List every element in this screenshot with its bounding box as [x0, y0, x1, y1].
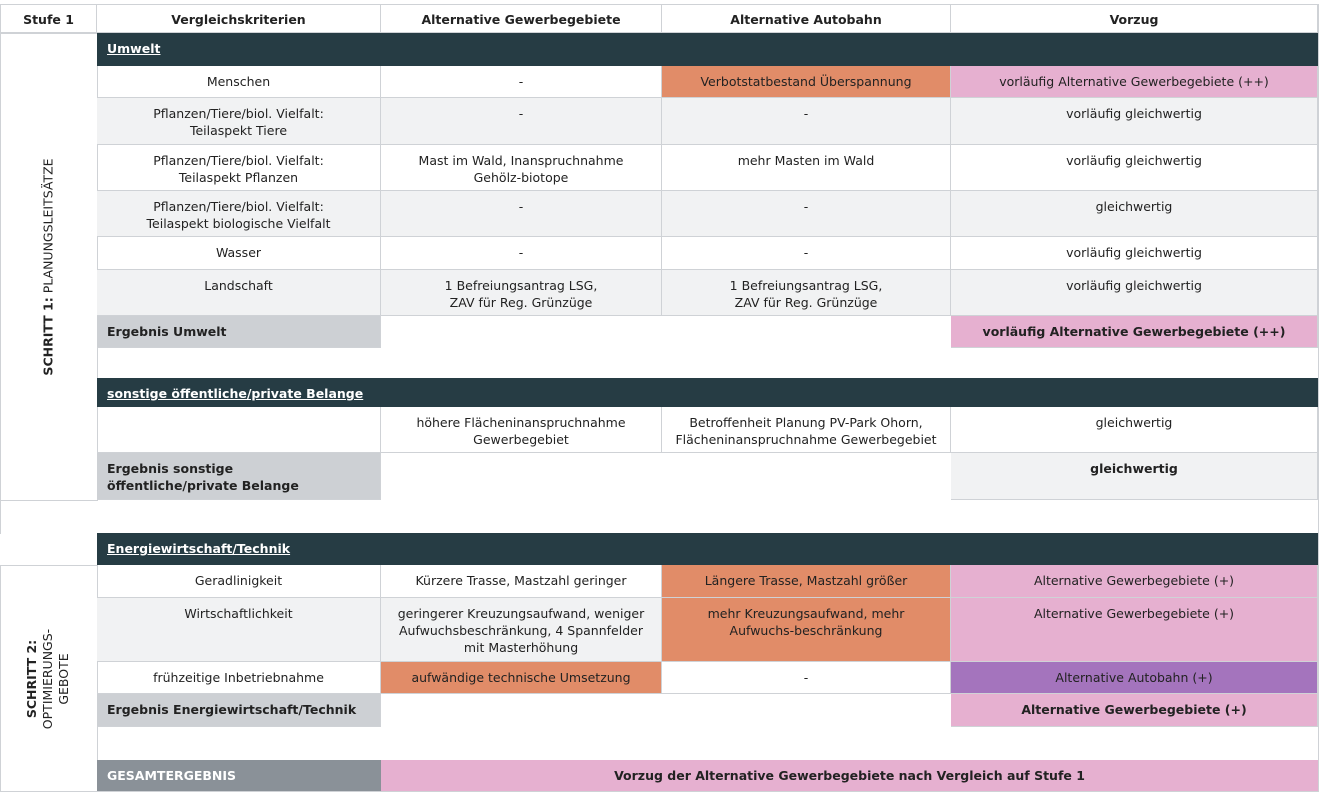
gap-frame — [0, 500, 1319, 534]
header-alternative-autobahn: Alternative Autobahn — [662, 4, 951, 33]
energie-row-geradlinigkeit-autobahn: Längere Trasse, Mastzahl größer — [662, 565, 951, 598]
umwelt-row-wasser-kriterium: Wasser — [97, 237, 381, 270]
energie-result-label: Ergebnis Energiewirtschaft/Technik — [97, 694, 381, 727]
sonstige-row-vorzug: gleichwertig — [951, 407, 1318, 453]
section-title-umwelt: Umwelt — [97, 33, 381, 66]
sonstige-row-gewerbe: höhere Flächeninanspruchnahme Gewerbegebiet — [381, 407, 662, 453]
sonstige-row-autobahn: Betroffenheit Planung PV-Park Ohorn, Flächeninanspruchnahme Gewerbegebiet — [662, 407, 951, 453]
energie-row-geradlinigkeit-kriterium: Geradlinigkeit — [97, 565, 381, 598]
section-bar-energie — [381, 533, 1318, 565]
step2-label-bold: SCHRITT 2: — [24, 639, 40, 718]
section-title-energie: Energiewirtschaft/Technik — [97, 533, 381, 565]
umwelt-row-menschen-gewerbe: - — [381, 66, 662, 98]
sonstige-row-kriterium — [97, 407, 381, 453]
energie-row-wirtschaftlichkeit-gewerbe: geringerer Kreuzungsaufwand, weniger Aufwuchsbeschränkung, 4 Spannfelder mit Masterhöhung — [381, 598, 662, 662]
umwelt-row-landschaft-gewerbe: 1 Befreiungsantrag LSG, ZAV für Reg. Grünzüge — [381, 270, 662, 316]
energie-row-inbetriebnahme-vorzug: Alternative Autobahn (+) — [951, 662, 1318, 694]
umwelt-row-pflanzen-kriterium: Pflanzen/Tiere/biol. Vielfalt: Teilaspekt Pflanzen — [97, 145, 381, 191]
section-title-sonstige: sonstige öffentliche/private Belange — [97, 378, 381, 407]
step2-label-line3: GEBOTE — [56, 652, 72, 705]
header-stufe: Stufe 1 — [0, 4, 97, 33]
gesamtergebnis-value: Vorzug der Alternative Gewerbegebiete nach Vergleich auf Stufe 1 — [381, 760, 1318, 792]
umwelt-result-label: Ergebnis Umwelt — [97, 316, 381, 348]
section-bar-sonstige — [381, 378, 1318, 407]
table-right-border — [1318, 4, 1319, 792]
energie-row-geradlinigkeit-vorzug: Alternative Gewerbegebiete (+) — [951, 565, 1318, 598]
energie-row-wirtschaftlichkeit-autobahn: mehr Kreuzungsaufwand, mehr Aufwuchs-beschränkung — [662, 598, 951, 662]
header-vorzug: Vorzug — [951, 4, 1318, 33]
umwelt-row-pflanzen-vorzug: vorläufig gleichwertig — [951, 145, 1318, 191]
energie-row-geradlinigkeit-gewerbe: Kürzere Trasse, Mastzahl geringer — [381, 565, 662, 598]
umwelt-row-menschen-kriterium: Menschen — [97, 66, 381, 98]
energie-row-inbetriebnahme-gewerbe: aufwändige technische Umsetzung — [381, 662, 662, 694]
step1-label-bold: SCHRITT 1: — [40, 297, 56, 376]
umwelt-row-pflanzen-autobahn: mehr Masten im Wald — [662, 145, 951, 191]
header-alternative-gewerbegebiete: Alternative Gewerbegebiete — [381, 4, 662, 33]
gesamtergebnis-label: GESAMTERGEBNIS — [97, 760, 381, 792]
umwelt-row-landschaft-kriterium: Landschaft — [97, 270, 381, 316]
umwelt-row-menschen-vorzug: vorläufig Alternative Gewerbegebiete (++) — [951, 66, 1318, 98]
sonstige-result-label: Ergebnis sonstige öffentliche/private Belange — [97, 453, 381, 500]
energie-row-wirtschaftlichkeit-vorzug: Alternative Gewerbegebiete (+) — [951, 598, 1318, 662]
energie-row-wirtschaftlichkeit-kriterium: Wirtschaftlichkeit — [97, 598, 381, 662]
umwelt-row-tiere-kriterium: Pflanzen/Tiere/biol. Vielfalt: Teilaspekt Tiere — [97, 98, 381, 145]
section-bar-umwelt — [381, 33, 1318, 66]
step1-label-rest: PLANUNGSLEITSÄTZE — [40, 158, 56, 298]
energie-row-inbetriebnahme-autobahn: - — [662, 662, 951, 694]
umwelt-row-vielfalt-kriterium: Pflanzen/Tiere/biol. Vielfalt: Teilaspekt biologische Vielfalt — [97, 191, 381, 237]
umwelt-row-landschaft-vorzug: vorläufig gleichwertig — [951, 270, 1318, 316]
umwelt-row-vielfalt-autobahn: - — [662, 191, 951, 237]
umwelt-row-tiere-autobahn: - — [662, 98, 951, 145]
energie-row-inbetriebnahme-kriterium: frühzeitige Inbetriebnahme — [97, 662, 381, 694]
umwelt-result-value: vorläufig Alternative Gewerbegebiete (++) — [951, 316, 1318, 348]
header-vergleichskriterien: Vergleichskriterien — [97, 4, 381, 33]
umwelt-row-tiere-vorzug: vorläufig gleichwertig — [951, 98, 1318, 145]
umwelt-row-tiere-gewerbe: - — [381, 98, 662, 145]
umwelt-row-menschen-autobahn: Verbotstatbestand Überspannung — [662, 66, 951, 98]
step2-label-line2: OPTIMIERUNGS- — [40, 628, 56, 729]
umwelt-row-wasser-gewerbe: - — [381, 237, 662, 270]
table-bottom-border — [0, 791, 1319, 792]
umwelt-row-vielfalt-gewerbe: - — [381, 191, 662, 237]
umwelt-row-pflanzen-gewerbe: Mast im Wald, Inanspruchnahme Gehölz-biotope — [381, 145, 662, 191]
umwelt-row-wasser-autobahn: - — [662, 237, 951, 270]
step2-label — [0, 565, 97, 792]
umwelt-row-wasser-vorzug: vorläufig gleichwertig — [951, 237, 1318, 270]
sonstige-result-value: gleichwertig — [951, 453, 1318, 500]
umwelt-row-vielfalt-vorzug: gleichwertig — [951, 191, 1318, 237]
umwelt-row-landschaft-autobahn: 1 Befreiungsantrag LSG, ZAV für Reg. Grünzüge — [662, 270, 951, 316]
energie-result-value: Alternative Gewerbegebiete (+) — [951, 694, 1318, 727]
step1-label — [0, 33, 97, 501]
